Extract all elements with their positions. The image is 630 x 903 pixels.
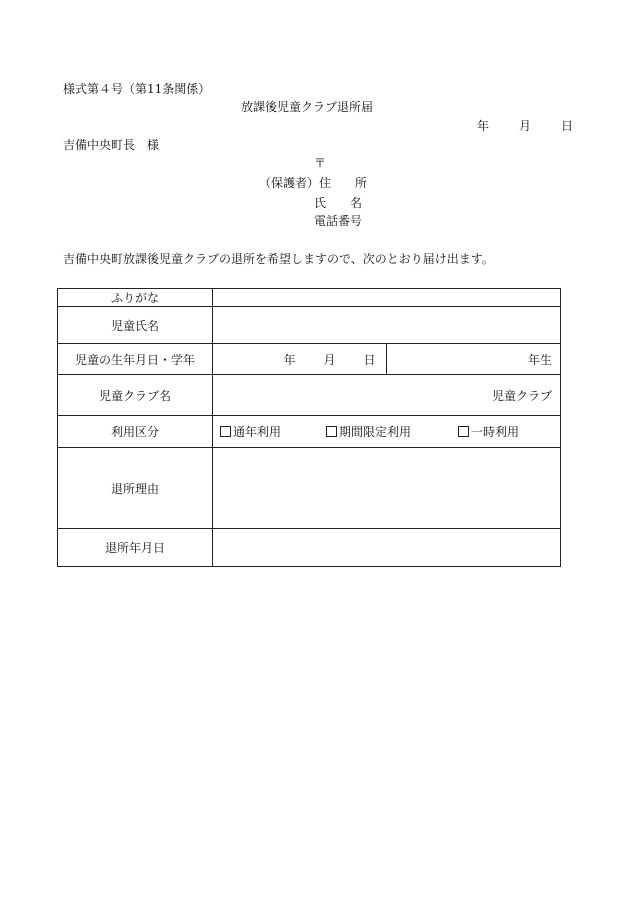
- birthdate-field[interactable]: [213, 344, 387, 375]
- addressee: [63, 138, 159, 152]
- address-label: 住 所: [319, 176, 368, 190]
- statement-text: 吉備中央町放課後児童クラブの退所を希望しますので、次のとおり届け出ます。: [63, 252, 494, 266]
- date-year-label: 年: [477, 119, 490, 133]
- club-name-field[interactable]: [213, 375, 561, 416]
- club-name-label: 児童クラブ名: [58, 375, 213, 416]
- addressee-name: 吉備中央町長: [63, 138, 136, 152]
- withdraw-date-field[interactable]: [213, 529, 561, 567]
- birthdate-grade-label: 児童の生年月日・学年: [58, 344, 213, 375]
- birth-year-label: 年: [283, 352, 296, 367]
- reason-label: 退所理由: [58, 448, 213, 529]
- usage-options: [213, 416, 561, 448]
- document-title: 放課後児童クラブ退所届: [241, 100, 374, 114]
- addressee-honorific: 様: [147, 138, 160, 152]
- club-name-row: [58, 375, 561, 416]
- birth-month-label: 月: [323, 352, 336, 367]
- usage-option-limited[interactable]: [326, 423, 458, 440]
- checkbox-icon[interactable]: [458, 426, 469, 437]
- guardian-label: （保護者）: [259, 176, 320, 190]
- birth-day-label: 日: [363, 352, 376, 367]
- withdrawal-form-table: [57, 288, 561, 567]
- applicant-address-line: [259, 176, 367, 190]
- grade-suffix: 年生: [527, 352, 552, 367]
- usage-label: 利用区分: [58, 416, 213, 448]
- furigana-label: ふりがな: [58, 289, 213, 307]
- usage-option-label: 期間限定利用: [339, 425, 412, 439]
- usage-option-annual[interactable]: [220, 423, 326, 440]
- checkbox-icon[interactable]: [326, 426, 337, 437]
- usage-row: [58, 416, 561, 448]
- checkbox-icon[interactable]: [220, 426, 231, 437]
- furigana-field[interactable]: [213, 289, 561, 307]
- submission-date: [477, 119, 573, 133]
- child-name-field[interactable]: [213, 307, 561, 344]
- grade-field[interactable]: [387, 344, 561, 375]
- form-number: 様式第４号（第11条関係）: [63, 82, 211, 96]
- usage-option-temporary[interactable]: [458, 423, 519, 440]
- date-day-label: 日: [561, 119, 574, 133]
- reason-field[interactable]: [213, 448, 561, 529]
- child-name-row: [58, 307, 561, 344]
- date-month-label: 月: [519, 119, 532, 133]
- withdraw-date-row: [58, 529, 561, 567]
- reason-row: [58, 448, 561, 529]
- withdraw-date-label: 退所年月日: [58, 529, 213, 567]
- club-suffix: 児童クラブ: [491, 388, 552, 403]
- applicant-phone-label: 電話番号: [314, 214, 363, 228]
- furigana-row: [58, 289, 561, 307]
- usage-option-label: 一時利用: [471, 425, 520, 439]
- usage-option-label: 通年利用: [233, 425, 282, 439]
- postal-mark: 〒: [314, 156, 327, 170]
- birthdate-grade-row: [58, 344, 561, 375]
- applicant-name-label: 氏 名: [314, 196, 363, 210]
- child-name-label: 児童氏名: [58, 307, 213, 344]
